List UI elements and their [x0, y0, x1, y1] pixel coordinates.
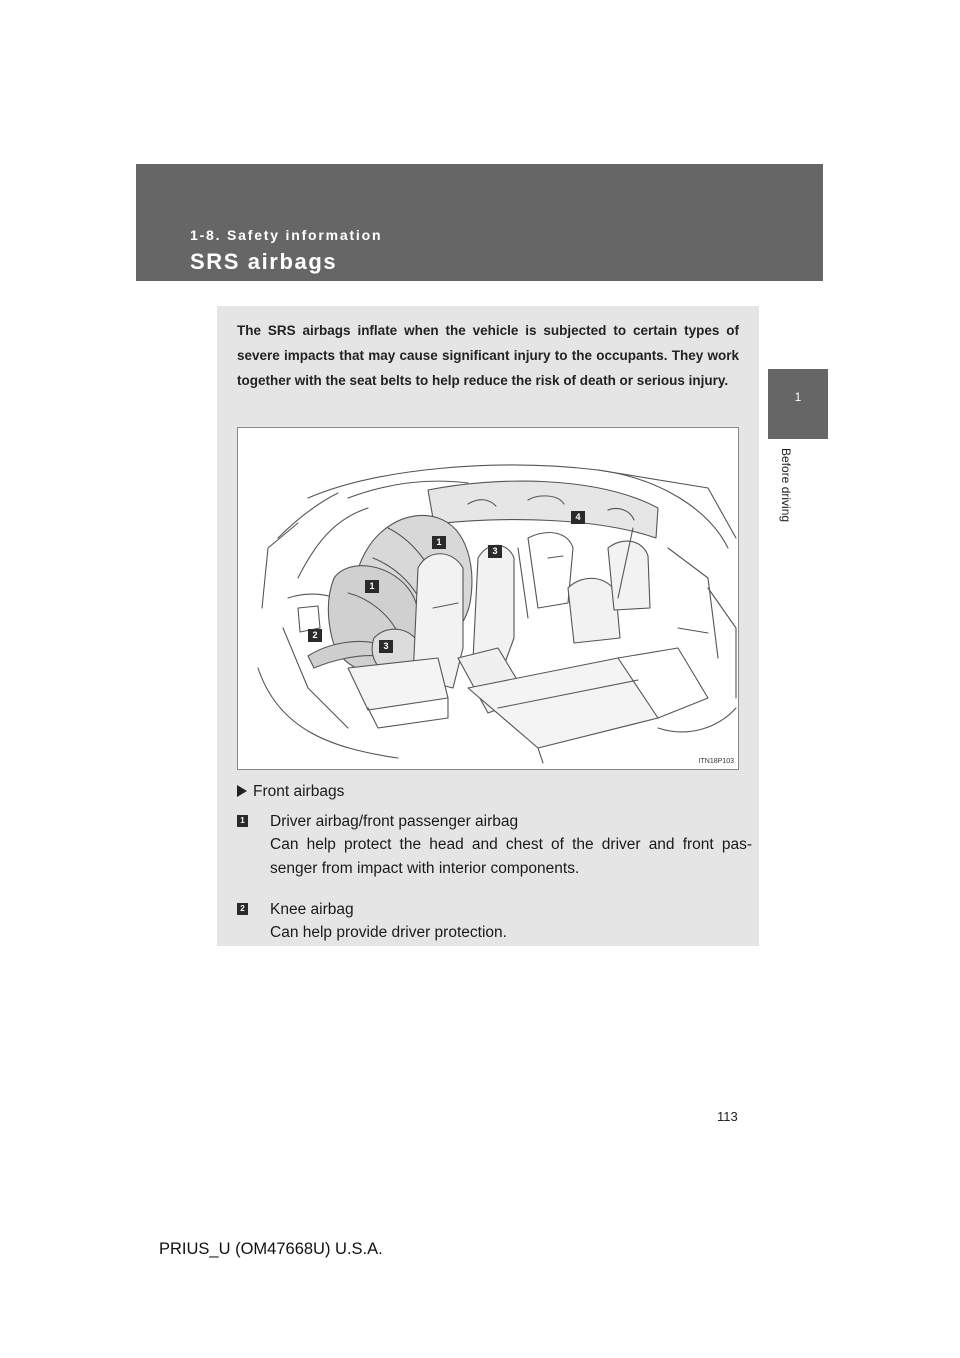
callout-4: 4: [571, 511, 585, 524]
item-title: Knee airbag: [270, 901, 354, 918]
footer-model-code: PRIUS_U (OM47668U) U.S.A.: [159, 1240, 383, 1258]
car-interior-drawing: [238, 428, 738, 769]
figure-code: ITN18P103: [698, 758, 734, 765]
callout-3-driver: 3: [379, 640, 393, 653]
chapter-tab-label: Before driving: [779, 448, 793, 523]
item-title: Driver airbag/front passenger airbag: [270, 813, 519, 830]
airbag-illustration: [237, 427, 739, 770]
arrow-right-icon: [237, 785, 247, 797]
intro-paragraph: The SRS airbags inflate when the vehicle is subjected to certain types of severe impacts that may cause significant injury to the occupants. They work together with the seat belts to help reduce the risk of death or serious injury.: [237, 323, 739, 388]
callout-2: 2: [308, 629, 322, 642]
number-1-icon: 1: [237, 815, 248, 827]
content-box: [217, 306, 759, 946]
chapter-tab-number: 1: [794, 390, 802, 404]
callout-3-passenger: 3: [488, 545, 502, 558]
section-label: 1-8. Safety information: [190, 227, 383, 243]
item-description: Can help provide driver protection.: [270, 924, 507, 941]
section-heading-text: Front airbags: [253, 783, 345, 800]
page-title: SRS airbags: [190, 249, 338, 274]
callout-1-driver: 1: [365, 580, 379, 593]
callout-1-passenger: 1: [432, 536, 446, 549]
number-2-icon: 2: [237, 903, 248, 915]
item-description: Can help protect the head and chest of the driver and front pas- senger from impact with interior components.: [270, 836, 752, 877]
page-number: 113: [717, 1109, 738, 1124]
section-heading: [237, 783, 344, 801]
chapter-header: [136, 164, 823, 281]
chapter-tab[interactable]: [768, 369, 828, 439]
